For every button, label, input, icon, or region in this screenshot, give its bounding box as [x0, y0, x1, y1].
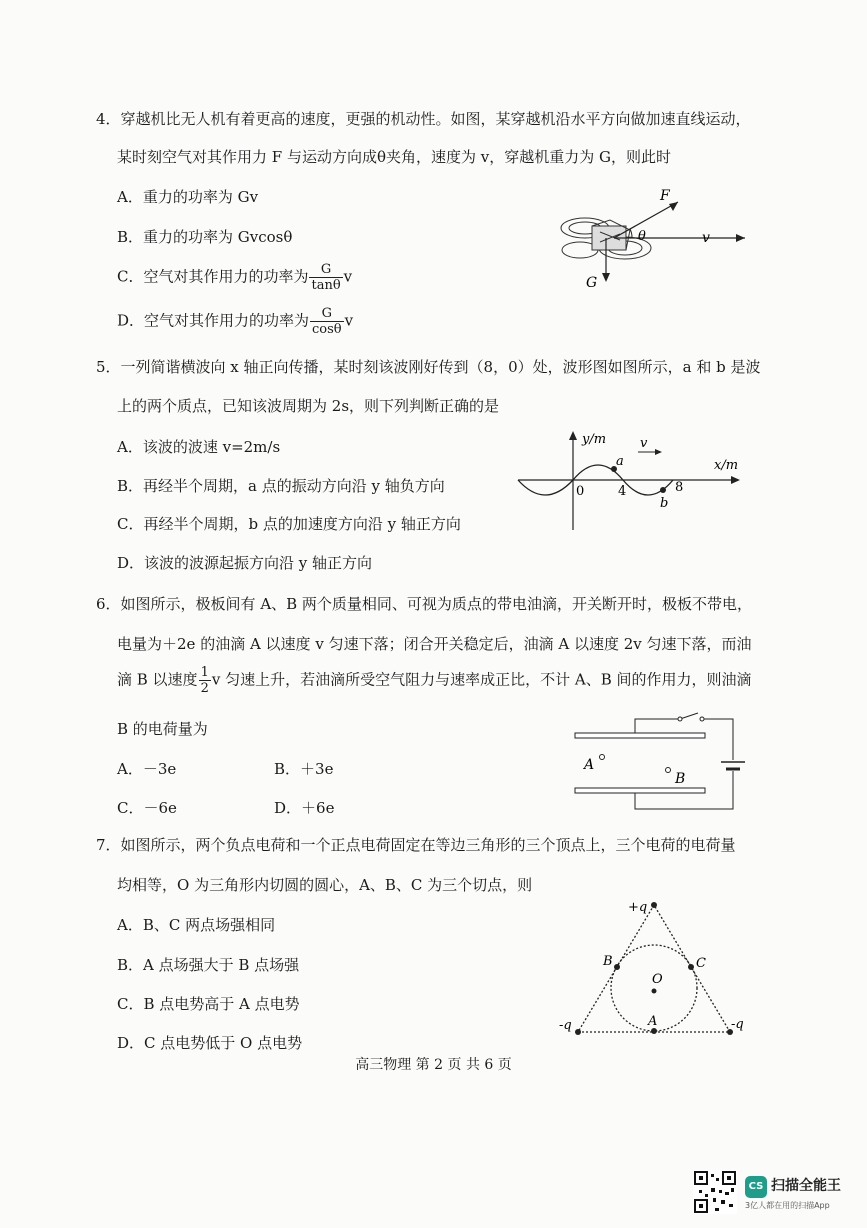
- droplet-a: [600, 755, 605, 760]
- frac-denominator: 2: [200, 681, 209, 696]
- q4-option-c-suffix: v: [343, 267, 353, 286]
- q6-option-c[interactable]: C．－6e: [117, 799, 177, 817]
- point-B-label: B: [603, 954, 613, 969]
- charge-right-label: -q: [731, 1017, 744, 1032]
- lower-plate: [575, 788, 705, 793]
- frac-numerator: G: [309, 262, 342, 278]
- droplet-a-label: A: [584, 757, 595, 773]
- q7-triangle-figure: [555, 895, 755, 1040]
- q7-option-a[interactable]: A．B、C 两点场强相同: [117, 916, 276, 934]
- q4-option-d-suffix: v: [344, 311, 354, 330]
- q7-option-b[interactable]: B．A 点场强大于 B 点场强: [117, 956, 300, 974]
- point-O-label: O: [652, 972, 663, 987]
- q4-stem-line2: 某时刻空气对其作用力 F 与运动方向成θ夹角，速度为 v，穿越机重力为 G，则此时: [117, 148, 671, 166]
- q6-stem-line1: 6．如图所示，极板间有 A、B 两个质量相同、可视为质点的带电油滴，开关断开时，极板不带电，: [96, 595, 752, 613]
- frac-numerator: G: [310, 306, 344, 322]
- q5-option-a[interactable]: A．该波的波速 v=2m/s: [117, 438, 281, 456]
- y-axis-label: y/m: [582, 432, 607, 447]
- q6-option-d[interactable]: D．＋6e: [274, 799, 335, 817]
- brand-tagline: 3亿人都在用的扫描App: [745, 1201, 830, 1210]
- q5-option-d[interactable]: D．该波的波源起振方向沿 y 轴正方向: [117, 554, 373, 572]
- camscanner-logo: CS: [745, 1176, 767, 1198]
- q5-stem-line1: 5．一列简谐横波向 x 轴正向传播，某时刻该波刚好传到（8，0）处，波形图如图所示，a 和 b 是波: [96, 358, 761, 376]
- q6-capacitor-figure: [570, 705, 760, 815]
- origin-label: 0: [576, 484, 585, 499]
- q7-option-c[interactable]: C．B 点电势高于 A 点电势: [117, 995, 300, 1013]
- q4-option-b[interactable]: B．重力的功率为 Gvcosθ: [117, 228, 293, 246]
- q4-option-d-text: D．空气对其作用力的功率为: [117, 311, 310, 330]
- upper-plate: [575, 733, 705, 738]
- q4-option-c-fraction: [309, 262, 342, 293]
- point-b: [660, 487, 666, 493]
- q6-stem-line4: B 的电荷量为: [117, 720, 208, 738]
- q7-stem-line1: 7．如图所示，两个负点电荷和一个正点电荷固定在等边三角形的三个顶点上，三个电荷的电荷量: [96, 836, 736, 854]
- point-B: [614, 964, 620, 970]
- x-axis-label: x/m: [714, 458, 739, 473]
- q6-stem-line3: [117, 665, 751, 696]
- scanner-branding: [693, 1168, 853, 1214]
- point-b-label: b: [660, 496, 669, 511]
- q4-drone-figure: [550, 180, 750, 295]
- x-tick-8: 8: [675, 480, 684, 495]
- page-footer: 高三物理 第 2 页 共 6 页: [355, 1057, 512, 1073]
- brand-name: 扫描全能王: [771, 1178, 841, 1194]
- q5-wave-figure: [510, 425, 745, 535]
- point-O: [652, 989, 657, 994]
- droplet-b: [666, 768, 671, 773]
- equilateral-triangle: [578, 905, 730, 1032]
- q7-option-d[interactable]: D．C 点电势低于 O 点电势: [117, 1034, 303, 1052]
- q4-stem-line1: 4．穿越机比无人机有着更高的速度，更强的机动性。如图，某穿越机沿水平方向做加速直线运动，: [96, 110, 751, 128]
- point-C-label: C: [696, 956, 706, 971]
- qr-code-icon: [693, 1170, 737, 1214]
- point-A-label: A: [648, 1014, 658, 1029]
- q6-half-fraction: [199, 665, 211, 696]
- x-tick-4: 4: [618, 484, 627, 499]
- force-label-F: F: [660, 188, 670, 204]
- q5-option-b[interactable]: B．再经半个周期，a 点的振动方向沿 y 轴负方向: [117, 477, 445, 495]
- point-C: [688, 964, 694, 970]
- charge-left: [575, 1029, 581, 1035]
- wave-velocity-label: v: [640, 436, 648, 451]
- q6-option-b[interactable]: B．＋3e: [274, 760, 334, 778]
- charge-left-label: -q: [559, 1018, 572, 1033]
- angle-label-theta: θ: [638, 229, 646, 244]
- q6-option-a[interactable]: A．－3e: [117, 760, 177, 778]
- q5-stem-line2: 上的两个质点，已知该波周期为 2s，则下列判断正确的是: [117, 397, 500, 415]
- frac-denominator: tanθ: [311, 278, 341, 293]
- q4-option-c-text: C．空气对其作用力的功率为: [117, 267, 309, 286]
- q6-stem-line3-suffix: v 匀速上升，若油滴所受空气阻力与速率成正比，不计 A、B 间的作用力，则油滴: [211, 670, 752, 689]
- droplet-b-label: B: [675, 771, 686, 787]
- q6-stem-line2: 电量为＋2e 的油滴 A 以速度 v 匀速下落；闭合开关稳定后，油滴 A 以速度 2v 匀速下落，而油: [117, 635, 752, 653]
- velocity-label-v: v: [702, 230, 710, 246]
- q6-stem-line3-prefix: 滴 B 以速度: [117, 670, 198, 689]
- q4-option-c[interactable]: [117, 262, 352, 293]
- switch-icon: [680, 713, 698, 719]
- point-a-label: a: [616, 454, 624, 469]
- q7-stem-line2: 均相等，O 为三角形内切圆的圆心，A、B、C 为三个切点，则: [117, 876, 533, 894]
- charge-top-label: +q: [628, 900, 648, 915]
- q5-option-c[interactable]: C．再经半个周期，b 点的加速度方向沿 y 轴正方向: [117, 515, 461, 533]
- q4-option-d-fraction: [310, 306, 344, 337]
- q4-option-a[interactable]: A．重力的功率为 Gv: [117, 188, 259, 206]
- gravity-label-G: G: [586, 275, 598, 291]
- frac-numerator: 1: [200, 665, 209, 680]
- charge-top: [651, 902, 657, 908]
- q4-option-d[interactable]: [117, 306, 353, 337]
- frac-denominator: cosθ: [312, 322, 342, 337]
